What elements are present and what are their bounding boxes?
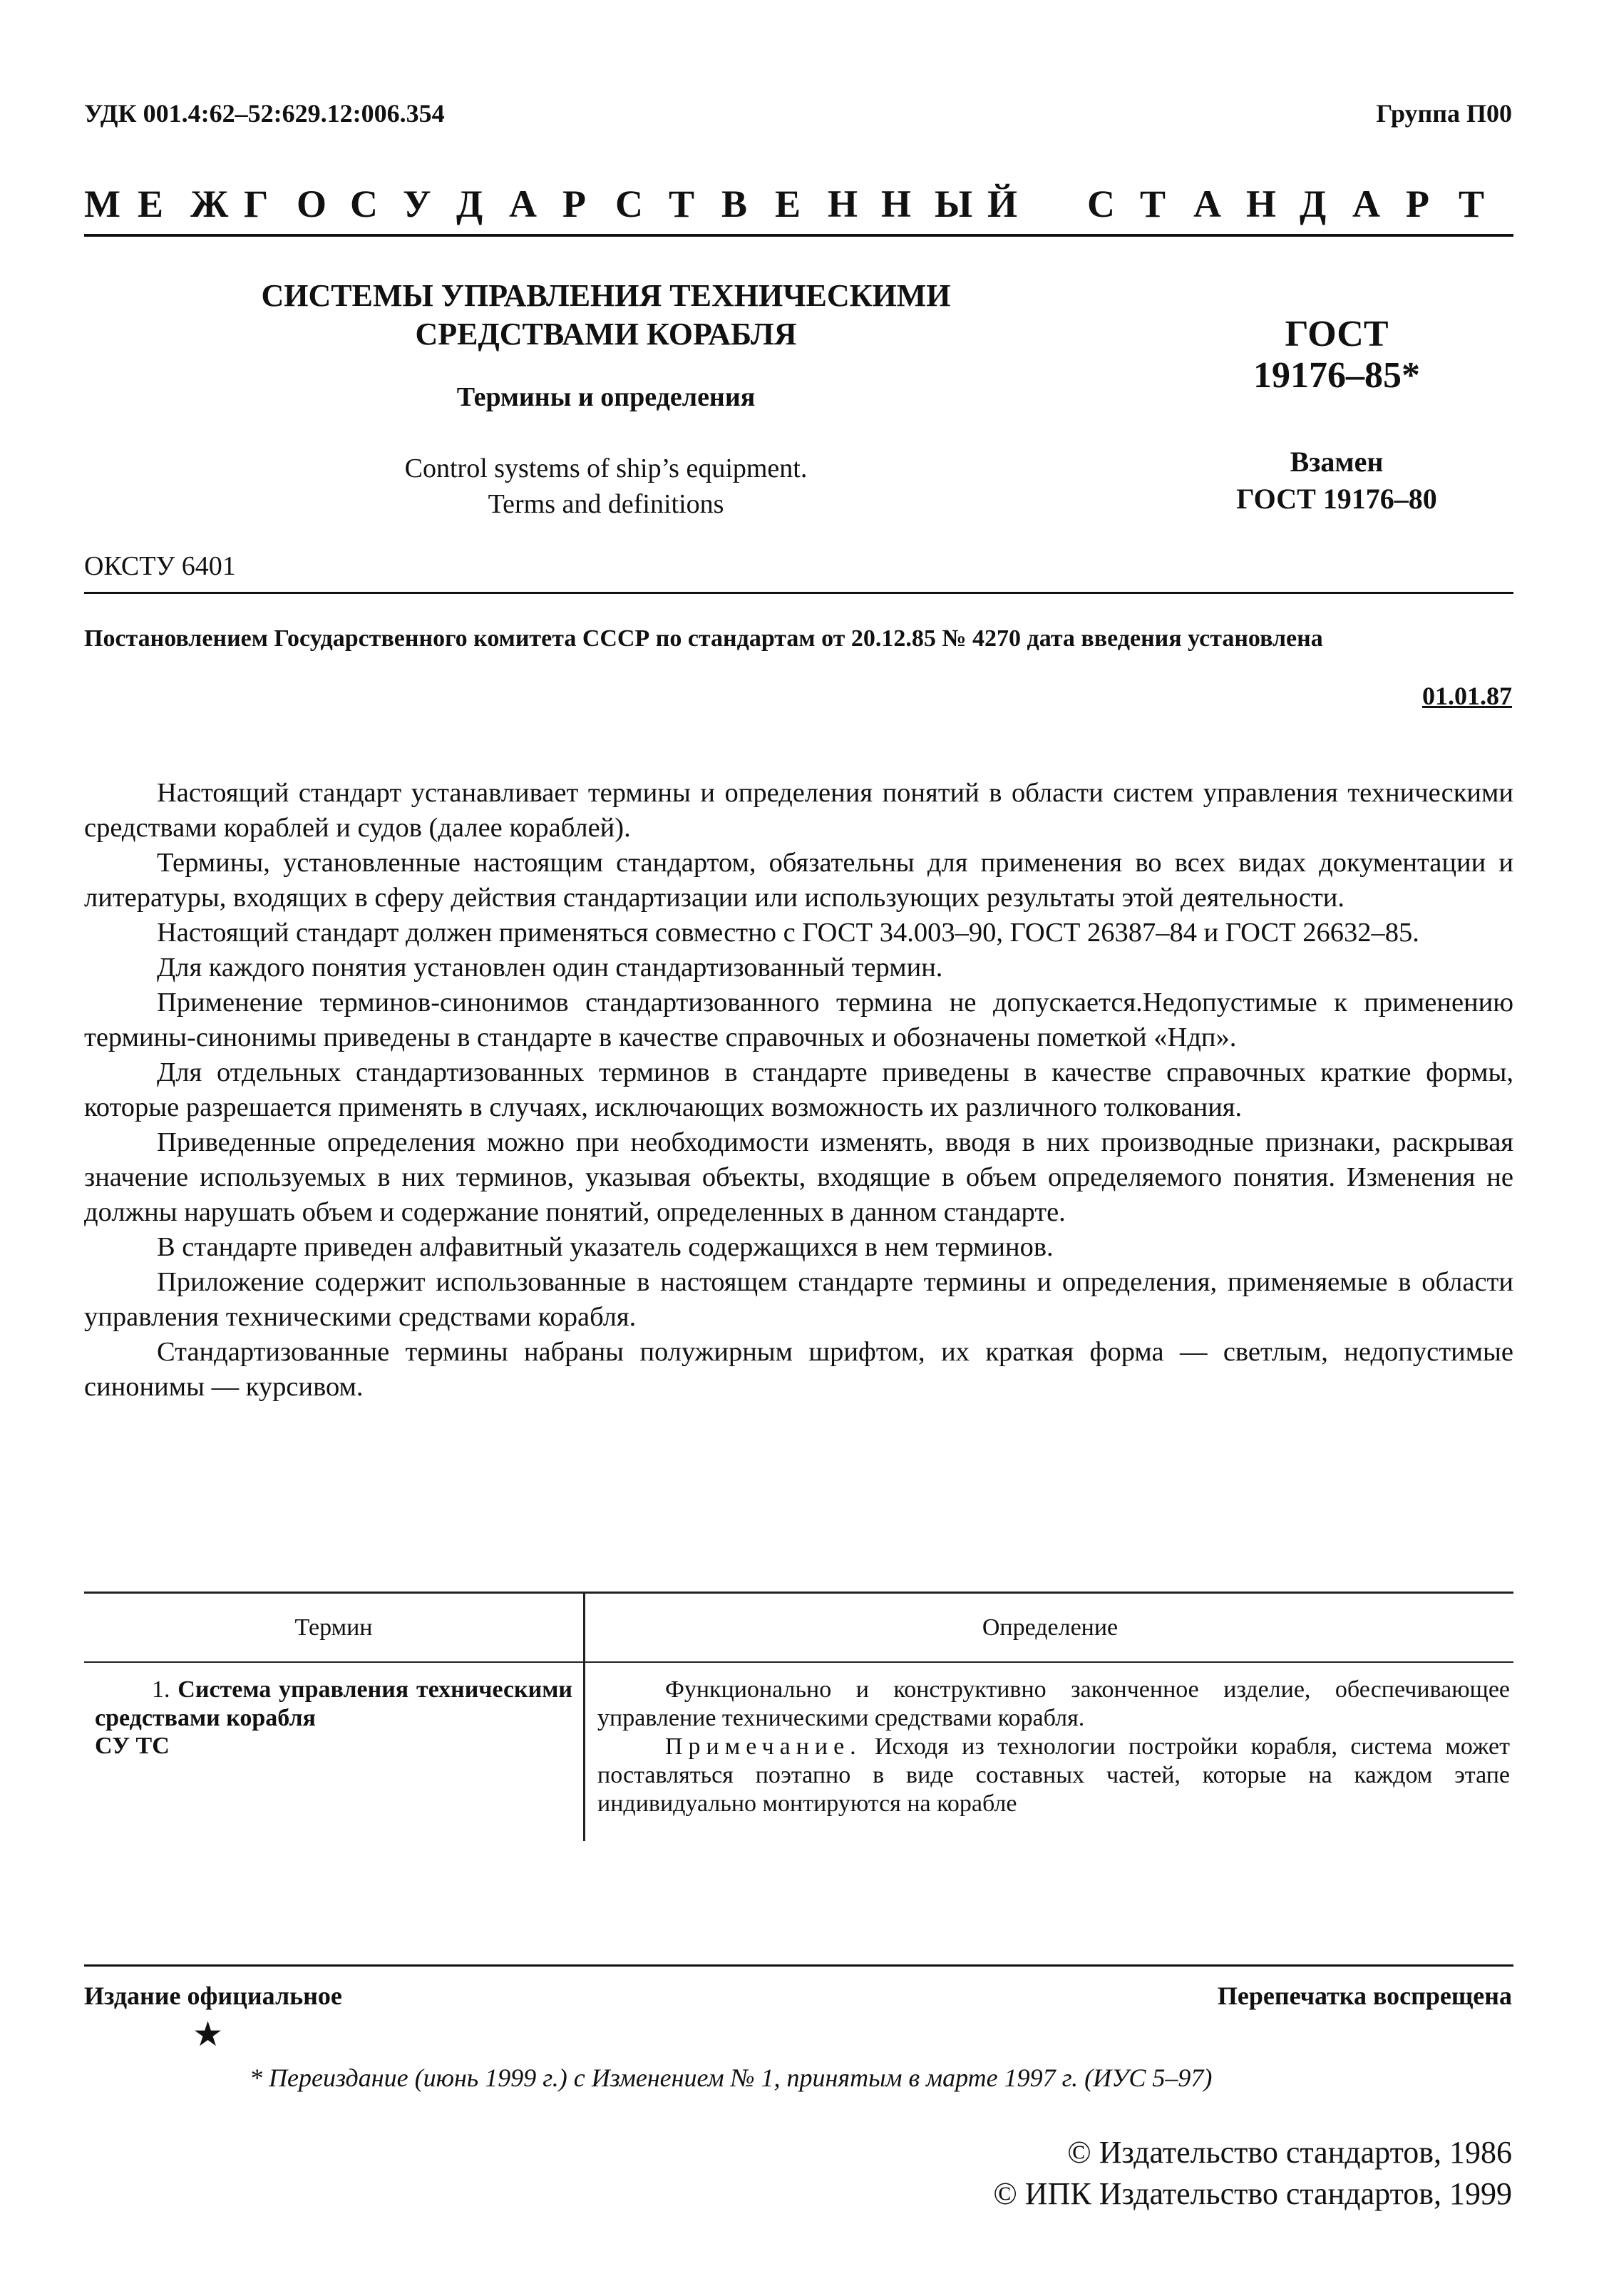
body-paragraph: Для отдельных стандартизованных терминов в стандарте приведены в качестве справочных краткие формы, которые разрешается применять в случаях, исключающих возможность их различного толкования. [84, 1057, 1513, 1122]
banner-letter: А [1193, 183, 1221, 225]
definition-text: Функционально и конструктивно законченное изделие, обеспечивающее управление техническими средствами корабля. [597, 1676, 1510, 1731]
banner-letter: С [615, 183, 643, 225]
banner-letter: Т [669, 183, 695, 225]
table-top-rule [84, 1592, 1513, 1594]
table-header-rule [84, 1661, 1513, 1663]
banner-letter: А [509, 183, 537, 225]
body-paragraph: Настоящий стандарт устанавливает термины и определения понятий в области систем управления техническими средствами кораблей и судов (далее кораблей). [84, 778, 1513, 843]
introduction-date: 01.01.87 [1422, 682, 1512, 710]
banner-letter: В [721, 183, 748, 225]
table-column-divider [583, 1592, 585, 1841]
replaces-value: ГОСТ 19176–80 [1236, 483, 1437, 515]
english-title-line-2: Terms and definitions [488, 489, 724, 519]
banner-letter: Д [456, 183, 483, 225]
replaces-label: Взамен [1290, 446, 1384, 478]
terms-table [84, 1592, 1513, 1841]
copyright-line-2: © ИПК Издательство стандартов, 1999 [993, 2176, 1512, 2211]
body-paragraph: Применение терминов-синонимов стандартизованного термина не допускается.Недопустимые к применению термины-синонимы приведены в стандарте в качестве справочных и обозначены пометкой «Ндп». [84, 988, 1513, 1052]
english-title [221, 451, 991, 522]
english-title-line-1: Control systems of ship’s equipment. [404, 453, 808, 483]
body-paragraph: Стандартизованные термины набраны полужирным шрифтом, их краткая форма — светлым, недопустимые синонимы — курсивом. [84, 1337, 1513, 1402]
banner-letter: Р [562, 183, 586, 225]
banner-letter: Ж [190, 183, 229, 225]
title-line-2: СРЕДСТВАМИ КОРАБЛЯ [415, 317, 797, 352]
star-icon: ★ [192, 2016, 224, 2054]
body-paragraph: Для каждого понятия установлен один стандартизованный термин. [157, 953, 943, 983]
body-paragraph: В стандарте приведен алфавитный указатель содержащихся в нем терминов. [157, 1232, 1054, 1262]
body-paragraph: Термины, установленные настоящим стандартом, обязательны для применения во всех видах документации и литературы, входящих в сферу действия стандартизации или использующих результаты этой деятельности. [84, 848, 1513, 913]
banner-letter: У [403, 183, 431, 225]
header-term: Термин [294, 1614, 373, 1641]
copyright-block [993, 2132, 1512, 2215]
banner-letter: Й [987, 183, 1018, 225]
gost-number: 19176–85* [1253, 355, 1420, 396]
group-code: Группа П00 [1376, 99, 1512, 128]
term-name: Система управления техническими средствами корабля [95, 1676, 572, 1731]
term-short-form: СУ ТС [95, 1733, 170, 1759]
body-text [84, 776, 1513, 1405]
banner-letter: С [1087, 183, 1115, 225]
standard-title [221, 277, 991, 354]
official-edition: Издание официальное [84, 1982, 342, 2010]
banner-letter: А [1352, 183, 1380, 225]
banner-rule [84, 234, 1513, 237]
definition-cell [597, 1676, 1510, 1818]
body-paragraph: Приведенные определения можно при необходимости изменять, вводя в них производные признаки, раскрывая значение используемых в них терминов, указывая объекты, входящие в объем определяемого понятия. Изменения не должны нарушать объем и содержание понятий, определенных в данном стандарте. [84, 1127, 1513, 1227]
note-text: Исходя из технологии постройки корабля, система может поставляться поэтапно в виде составных частей, которые на каждом этапе индивидуально монтируются на корабле [597, 1733, 1511, 1817]
banner-letter: Р [1406, 183, 1429, 225]
banner-letter: Н [828, 183, 858, 225]
banner-letter: О [297, 183, 327, 225]
banner-letter: Т [1140, 183, 1166, 225]
term-cell [95, 1676, 572, 1733]
copyright-line-1: © Издательство стандартов, 1986 [1067, 2135, 1512, 2170]
banner-letter: Н [1246, 183, 1277, 225]
okstu-code: ОКСТУ 6401 [84, 551, 236, 581]
standard-subtitle: Термины и определения [456, 382, 756, 412]
definition-note [597, 1733, 1510, 1818]
term-number: 1. [152, 1676, 170, 1703]
banner-letter: Н [881, 183, 912, 225]
replaces-block [1176, 444, 1497, 518]
note-label: Примечание. [665, 1733, 862, 1760]
reprint-prohibited: Перепечатка воспрещена [1217, 1982, 1512, 2010]
banner-letter: Т [1459, 183, 1485, 225]
decree-text: Постановлением Государственного комитета СССР по стандартам от 20.12.85 № 4270 дата введения установлена [84, 625, 1323, 652]
gost-label: ГОСТ [1285, 314, 1389, 354]
banner-letter: М [84, 183, 120, 225]
body-paragraph: Настоящий стандарт должен применяться совместно с ГОСТ 34.003–90, ГОСТ 26387–84 и ГОСТ 26632–85. [157, 918, 1419, 948]
okstu-rule [84, 592, 1513, 594]
footer-rule [84, 1964, 1513, 1967]
banner-letter: Ы [935, 183, 973, 225]
header-definition: Определение [982, 1614, 1119, 1641]
banner-letter: С [350, 183, 378, 225]
banner-letter: Е [138, 183, 164, 225]
reissue-note: * Переиздание (июнь 1999 г.) с Изменением № 1, принятым в марте 1997 г. (ИУС 5–97) [250, 2064, 1213, 2092]
body-paragraph: Приложение содержит использованные в настоящем стандарте термины и определения, применяемые в области управления техническими средствами корабля. [84, 1267, 1513, 1332]
banner-letter: Е [775, 183, 801, 225]
title-line-1: СИСТЕМЫ УПРАВЛЕНИЯ ТЕХНИЧЕСКИМИ [261, 278, 951, 313]
banner-letter: Г [244, 183, 269, 225]
gost-designation [1176, 314, 1497, 396]
udk-code: УДК 001.4:62–52:629.12:006.354 [84, 99, 445, 128]
banner-letter: Д [1300, 183, 1327, 225]
